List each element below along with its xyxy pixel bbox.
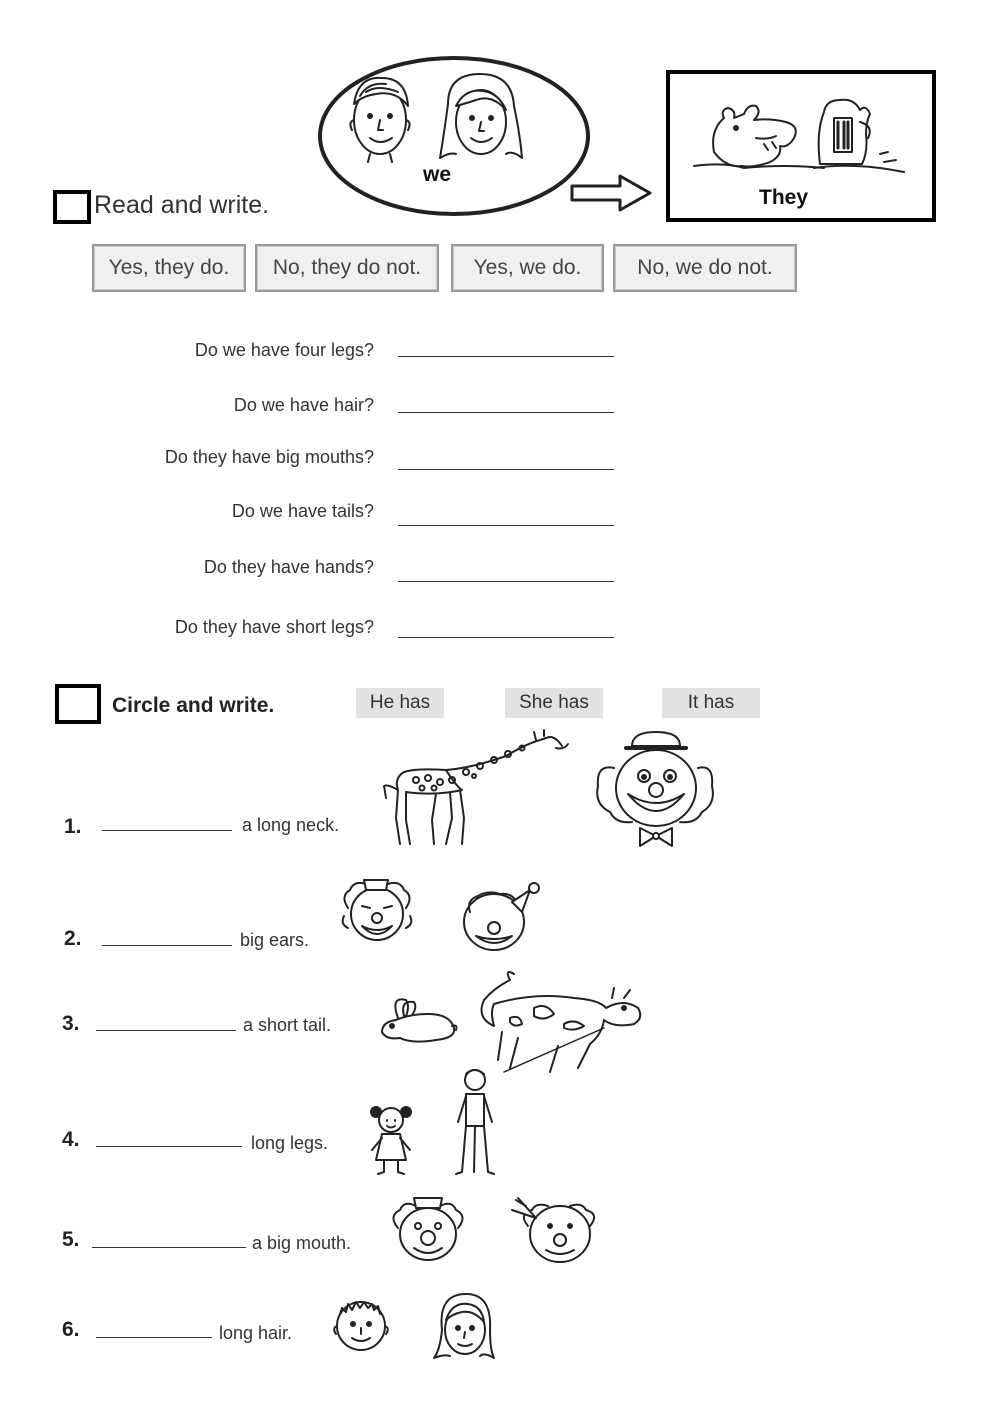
question-text: Do they have hands? [203, 557, 374, 577]
word-bank-item: She has [505, 688, 603, 718]
answer-line[interactable] [398, 581, 614, 582]
clown-big-mouth-icon[interactable] [388, 1194, 468, 1266]
boy-long-legs-icon[interactable] [452, 1066, 498, 1178]
answer-line[interactable] [92, 1247, 246, 1248]
item-number: 2. [64, 927, 82, 950]
answer-line[interactable] [398, 637, 614, 638]
we-label: we [423, 163, 452, 186]
word-bank-item: It has [662, 688, 760, 718]
item-phrase: a short tail. [243, 1015, 332, 1035]
section1-heading: Read and write. [94, 191, 270, 219]
girl-face-icon [440, 74, 522, 158]
rabbit-icon[interactable] [376, 994, 460, 1046]
item-phrase: big ears. [240, 930, 310, 950]
answer-line[interactable] [398, 356, 614, 357]
question-text: Do they have big mouths? [164, 447, 374, 467]
question-text: Do we have hair? [233, 395, 374, 415]
section2-checkbox[interactable] [55, 684, 101, 724]
question-text: Do we have tails? [231, 501, 374, 521]
hippo-icon [694, 106, 824, 168]
answer-line[interactable] [102, 830, 232, 831]
boy-short-hair-icon[interactable] [330, 1296, 392, 1352]
clown-small-ears-icon[interactable] [456, 882, 546, 954]
word-bank-item: Yes, they do. [92, 244, 246, 292]
word-bank-item: Yes, we do. [451, 244, 604, 292]
giraffe-icon[interactable] [376, 728, 572, 848]
word-bank-item: No, we do not. [613, 244, 797, 292]
item-phrase: long hair. [219, 1323, 293, 1343]
hippos-illustration [684, 92, 914, 188]
word-bank-item: He has [356, 688, 444, 718]
girl-short-legs-icon[interactable] [366, 1100, 416, 1178]
item-number: 4. [62, 1128, 80, 1151]
section2-heading: Circle and write. [112, 694, 275, 717]
section1-checkbox[interactable] [53, 190, 91, 224]
question-text: Do we have four legs? [194, 340, 374, 360]
item-number: 3. [62, 1012, 80, 1035]
item-number: 6. [62, 1318, 80, 1341]
item-phrase: a long neck. [242, 815, 340, 835]
boy-face-icon [350, 78, 409, 162]
item-phrase: long legs. [251, 1133, 329, 1153]
question-text: Do they have short legs? [174, 617, 374, 637]
clown-face-icon[interactable] [592, 728, 720, 852]
answer-line[interactable] [96, 1030, 236, 1031]
answer-line[interactable] [398, 525, 614, 526]
hippo-open-mouth-icon [814, 100, 904, 172]
answer-line[interactable] [398, 412, 614, 413]
clown-small-mouth-icon[interactable] [506, 1196, 604, 1266]
they-label: They [759, 186, 809, 209]
item-phrase: a big mouth. [252, 1233, 352, 1253]
answer-line[interactable] [102, 945, 232, 946]
we-oval-illustration [316, 54, 592, 218]
item-number: 5. [62, 1228, 80, 1251]
answer-line[interactable] [96, 1337, 212, 1338]
clown-big-ears-icon[interactable] [340, 876, 414, 948]
answer-line[interactable] [96, 1146, 242, 1147]
word-bank-item: No, they do not. [255, 244, 439, 292]
item-number: 1. [64, 815, 82, 838]
right-arrow-icon [570, 174, 654, 212]
answer-line[interactable] [398, 469, 614, 470]
woman-long-hair-icon[interactable] [428, 1290, 500, 1362]
cow-icon[interactable] [474, 968, 646, 1076]
